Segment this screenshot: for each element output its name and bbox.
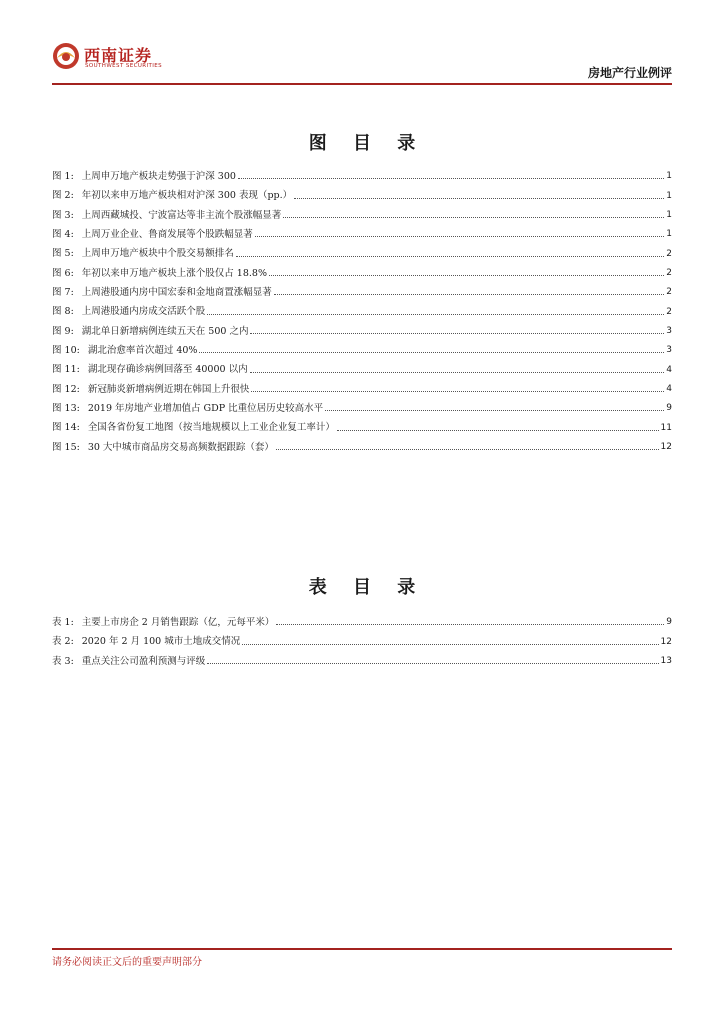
toc-leader-dots	[325, 410, 664, 411]
figures-toc-list	[52, 167, 672, 457]
toc-entry-page: 12	[660, 636, 672, 647]
toc-entry-label: 图 10:	[52, 345, 80, 357]
toc-entry[interactable]	[52, 167, 672, 186]
toc-entry-page: 4	[666, 383, 672, 394]
toc-entry[interactable]	[52, 380, 672, 399]
toc-entry-label: 图 9:	[52, 325, 74, 337]
toc-leader-dots	[294, 198, 664, 199]
toc-entry-label: 图 2:	[52, 190, 74, 202]
toc-entry-label: 图 3:	[52, 209, 74, 221]
toc-entry-page: 1	[666, 190, 672, 201]
toc-leader-dots	[255, 236, 664, 237]
toc-entry-label: 图 6:	[52, 267, 74, 279]
toc-entry-label: 图 12:	[52, 383, 80, 395]
toc-leader-dots	[251, 391, 664, 392]
toc-entry-page: 1	[666, 171, 672, 182]
logo-emblem-icon	[52, 42, 80, 70]
footer-disclaimer: 请务必阅读正文后的重要声明部分	[52, 957, 202, 968]
toc-entry-text: 年初以来申万地产板块相对沪深 300 表现（pp.）	[81, 190, 293, 202]
toc-entry-text: 主要上市房企 2 月销售跟踪（亿，元每平米）	[81, 616, 275, 628]
tables-toc-list	[52, 613, 672, 671]
toc-entry-page: 1	[666, 229, 672, 240]
toc-entry-text: 新冠肺炎新增病例近期在韩国上升很快	[87, 383, 250, 395]
logo-chinese-name: 西南证券	[84, 46, 153, 65]
toc-entry-label: 图 14:	[52, 422, 80, 434]
toc-entry-page: 9	[666, 403, 672, 414]
toc-entry[interactable]	[52, 632, 672, 651]
page-header	[52, 38, 672, 82]
toc-entry-text: 30 大中城市商品房交易高频数据跟踪（套）	[87, 441, 274, 453]
toc-entry-page: 1	[666, 209, 672, 220]
toc-entry[interactable]	[52, 186, 672, 205]
toc-leader-dots	[236, 256, 664, 257]
toc-leader-dots	[199, 352, 664, 353]
toc-entry-page: 9	[666, 617, 672, 628]
toc-entry-text: 上周申万地产板块中个股交易额排名	[81, 248, 234, 260]
toc-entry-page: 4	[666, 364, 672, 375]
toc-entry-label: 表 3:	[52, 655, 74, 667]
toc-entry[interactable]	[52, 206, 672, 225]
toc-entry[interactable]	[52, 613, 672, 632]
toc-entry-text: 上周万业企业、鲁商发展等个股跌幅显著	[81, 228, 253, 240]
toc-entry-page: 3	[666, 345, 672, 356]
toc-entry-page: 3	[666, 325, 672, 336]
header-divider	[52, 83, 672, 85]
toc-leader-dots	[337, 430, 659, 431]
toc-entry-label: 表 2:	[52, 636, 74, 648]
toc-entry[interactable]	[52, 264, 672, 283]
toc-entry[interactable]	[52, 341, 672, 360]
toc-leader-dots	[250, 333, 664, 334]
toc-leader-dots	[207, 314, 664, 315]
toc-leader-dots	[207, 663, 658, 664]
toc-entry-text: 2020 年 2 月 100 城市土地成交情况	[81, 636, 241, 648]
toc-entry[interactable]	[52, 244, 672, 263]
toc-entry-page: 2	[666, 267, 672, 278]
toc-entry-text: 湖北单日新增病例连续五天在 500 之内	[81, 325, 249, 337]
toc-entry-text: 湖北现存确诊病例回落至 40000 以内	[87, 364, 248, 376]
toc-leader-dots	[242, 644, 658, 645]
toc-entry-page: 2	[666, 306, 672, 317]
toc-entry-text: 湖北治愈率首次超过 40%	[87, 345, 198, 357]
toc-entry[interactable]	[52, 418, 672, 437]
toc-entry-text: 上周申万地产板块走势强于沪深 300	[81, 170, 236, 182]
toc-entry-page: 12	[660, 441, 672, 452]
toc-leader-dots	[276, 449, 659, 450]
figures-toc-title: 图 目 录	[308, 133, 426, 154]
toc-entry-text: 年初以来申万地产板块上涨个股仅占 18.8%	[81, 267, 267, 279]
toc-entry-page: 2	[666, 287, 672, 298]
toc-entry[interactable]	[52, 438, 672, 457]
toc-entry[interactable]	[52, 399, 672, 418]
toc-entry[interactable]	[52, 652, 672, 671]
toc-entry-page: 11	[660, 422, 672, 433]
logo-english-name: SOUTHWEST SECURITIES	[85, 63, 163, 69]
toc-entry-label: 图 1:	[52, 170, 74, 182]
toc-leader-dots	[250, 372, 665, 373]
toc-entry[interactable]	[52, 302, 672, 321]
footer-divider	[52, 948, 672, 950]
toc-entry-label: 图 15:	[52, 441, 80, 453]
company-logo	[52, 38, 162, 78]
toc-leader-dots	[276, 624, 664, 625]
toc-entry-label: 图 5:	[52, 248, 74, 260]
tables-toc-title: 表 目 录	[308, 577, 426, 598]
toc-entry-text: 上周港股通内房中国宏泰和金地商置涨幅显著	[81, 286, 272, 298]
toc-leader-dots	[283, 217, 664, 218]
toc-entry-text: 重点关注公司盈利预测与评级	[81, 655, 206, 667]
toc-entry-label: 图 13:	[52, 403, 80, 415]
toc-entry[interactable]	[52, 360, 672, 379]
toc-leader-dots	[269, 275, 664, 276]
toc-leader-dots	[238, 178, 664, 179]
toc-entry-label: 表 1:	[52, 616, 74, 628]
toc-entry-text: 上周西藏城投、宁波富达等非主流个股涨幅显著	[81, 209, 282, 221]
toc-entry-label: 图 4:	[52, 228, 74, 240]
toc-entry-label: 图 11:	[52, 364, 80, 376]
toc-entry[interactable]	[52, 283, 672, 302]
toc-entry-text: 2019 年房地产业增加值占 GDP 比重位居历史较高水平	[87, 403, 324, 415]
toc-entry-label: 图 8:	[52, 306, 74, 318]
toc-entry-text: 上周港股通内房成交活跃个股	[81, 306, 206, 318]
toc-entry-label: 图 7:	[52, 286, 74, 298]
toc-entry-page: 13	[660, 655, 672, 666]
toc-entry[interactable]	[52, 322, 672, 341]
toc-leader-dots	[274, 294, 664, 295]
toc-entry-text: 全国各省份复工地图（按当地规模以上工业企业复工率计）	[87, 422, 335, 434]
toc-entry-page: 2	[666, 248, 672, 259]
toc-entry[interactable]	[52, 225, 672, 244]
report-type-title: 房地产行业例评	[587, 66, 672, 80]
